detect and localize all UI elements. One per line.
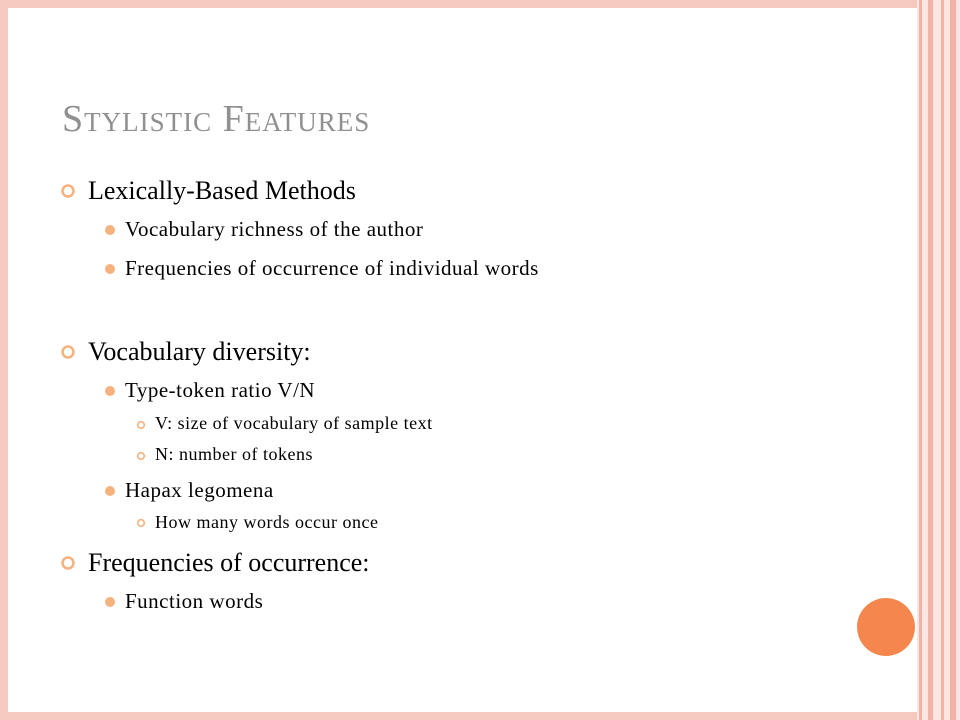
decorative-stripes [917, 0, 960, 720]
stripe [919, 0, 922, 720]
frame-bottom-border [0, 712, 960, 720]
dot-bullet-icon [105, 386, 115, 396]
accent-circle-icon [857, 598, 915, 656]
section-heading: Frequencies of occurrence: [88, 548, 370, 577]
slide-title: Stylistic Features [62, 98, 371, 140]
ring-bullet-icon [136, 451, 146, 461]
sub-list-item: V: size of vocabulary of sample text [155, 413, 433, 433]
ring-bullet-icon [60, 344, 76, 360]
list-item: Frequencies of occurrence of individual words [125, 256, 539, 280]
ring-bullet-icon [60, 183, 76, 199]
section-heading: Lexically-Based Methods [88, 176, 356, 205]
ring-bullet-icon [136, 420, 146, 430]
stripe [928, 0, 933, 720]
stripe [941, 0, 944, 720]
list-item: Type-token ratio V/N [125, 378, 316, 402]
sub-list-item: N: number of tokens [155, 444, 313, 464]
list-item: Function words [125, 589, 264, 613]
dot-bullet-icon [105, 264, 115, 274]
dot-bullet-icon [105, 225, 115, 235]
frame-top-border [0, 0, 960, 8]
ring-bullet-icon [136, 518, 146, 528]
section-heading: Vocabulary diversity: [88, 337, 311, 366]
ring-bullet-icon [60, 555, 76, 571]
dot-bullet-icon [105, 486, 115, 496]
stripe [950, 0, 956, 720]
sub-list-item: How many words occur once [155, 512, 379, 532]
list-item: Vocabulary richness of the author [125, 217, 424, 241]
list-item: Hapax legomena [125, 478, 274, 502]
dot-bullet-icon [105, 597, 115, 607]
frame-left-border [0, 0, 8, 720]
